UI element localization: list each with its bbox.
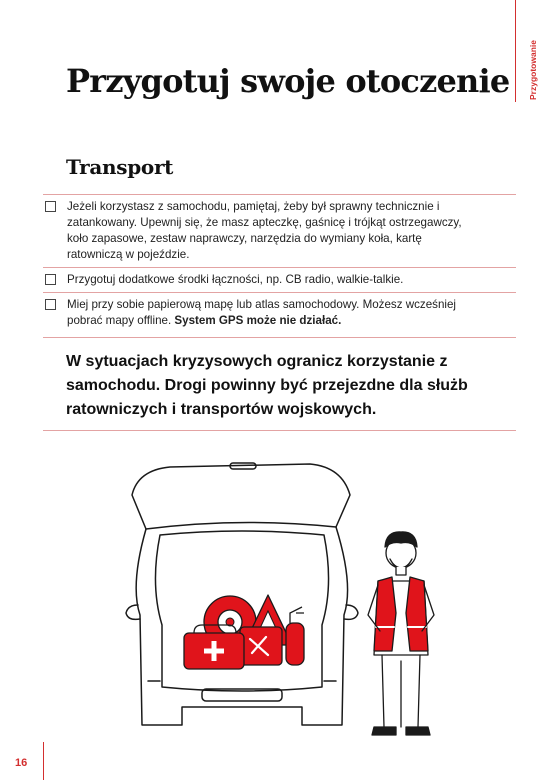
checklist-item[interactable] [43, 272, 516, 288]
page-number: 16 [15, 757, 28, 769]
checklist-item-text: Jeżeli korzystasz z samochodu, pamiętaj, żeby był sprawny technicznie i zatankowany. Upewnij się, że masz apteczkę, gaśnicę i trójkąt ostrzegawczy, koło zapasowe, zestaw naprawczy, narzędzia do wymiany koła, kartę ratowniczą w pojeździe. [67, 200, 462, 261]
divider-line [43, 292, 516, 293]
fire-extinguisher [286, 607, 304, 665]
divider-line [43, 430, 516, 431]
divider-line [43, 267, 516, 268]
trunk-lid [132, 464, 350, 529]
section-side-label: Przygotowanie [528, 40, 538, 100]
callout-text: W sytuacjach kryzysowych ogranicz korzystanie z samochodu. Drogi powinny być przejezdne dla służb ratowniczych i transportów wojskowych. [66, 353, 468, 418]
checklist-item-text: Miej przy sobie papierową mapę lub atlas samochodowy. Możesz wcześniej pobrać mapy offline. System GPS może nie działać. [67, 298, 456, 327]
divider-line [43, 194, 516, 195]
checkbox[interactable] [45, 201, 56, 212]
checklist-item-text: Przygotuj dodatkowe środki łączności, np. CB radio, walkie-talkie. [67, 273, 404, 286]
page-title: Przygotuj swoje otoczenie [66, 62, 510, 100]
divider-line [43, 337, 516, 338]
side-divider [515, 0, 516, 102]
checkbox[interactable] [45, 299, 56, 310]
checklist-item[interactable] [43, 199, 516, 263]
section-title: Transport [66, 155, 174, 179]
repair-kit [240, 627, 282, 665]
page-number-divider [43, 742, 44, 780]
person-in-safety-vest [368, 532, 434, 735]
car-trunk-illustration [120, 455, 440, 745]
checkbox[interactable] [45, 274, 56, 285]
checklist-item[interactable] [43, 297, 516, 329]
